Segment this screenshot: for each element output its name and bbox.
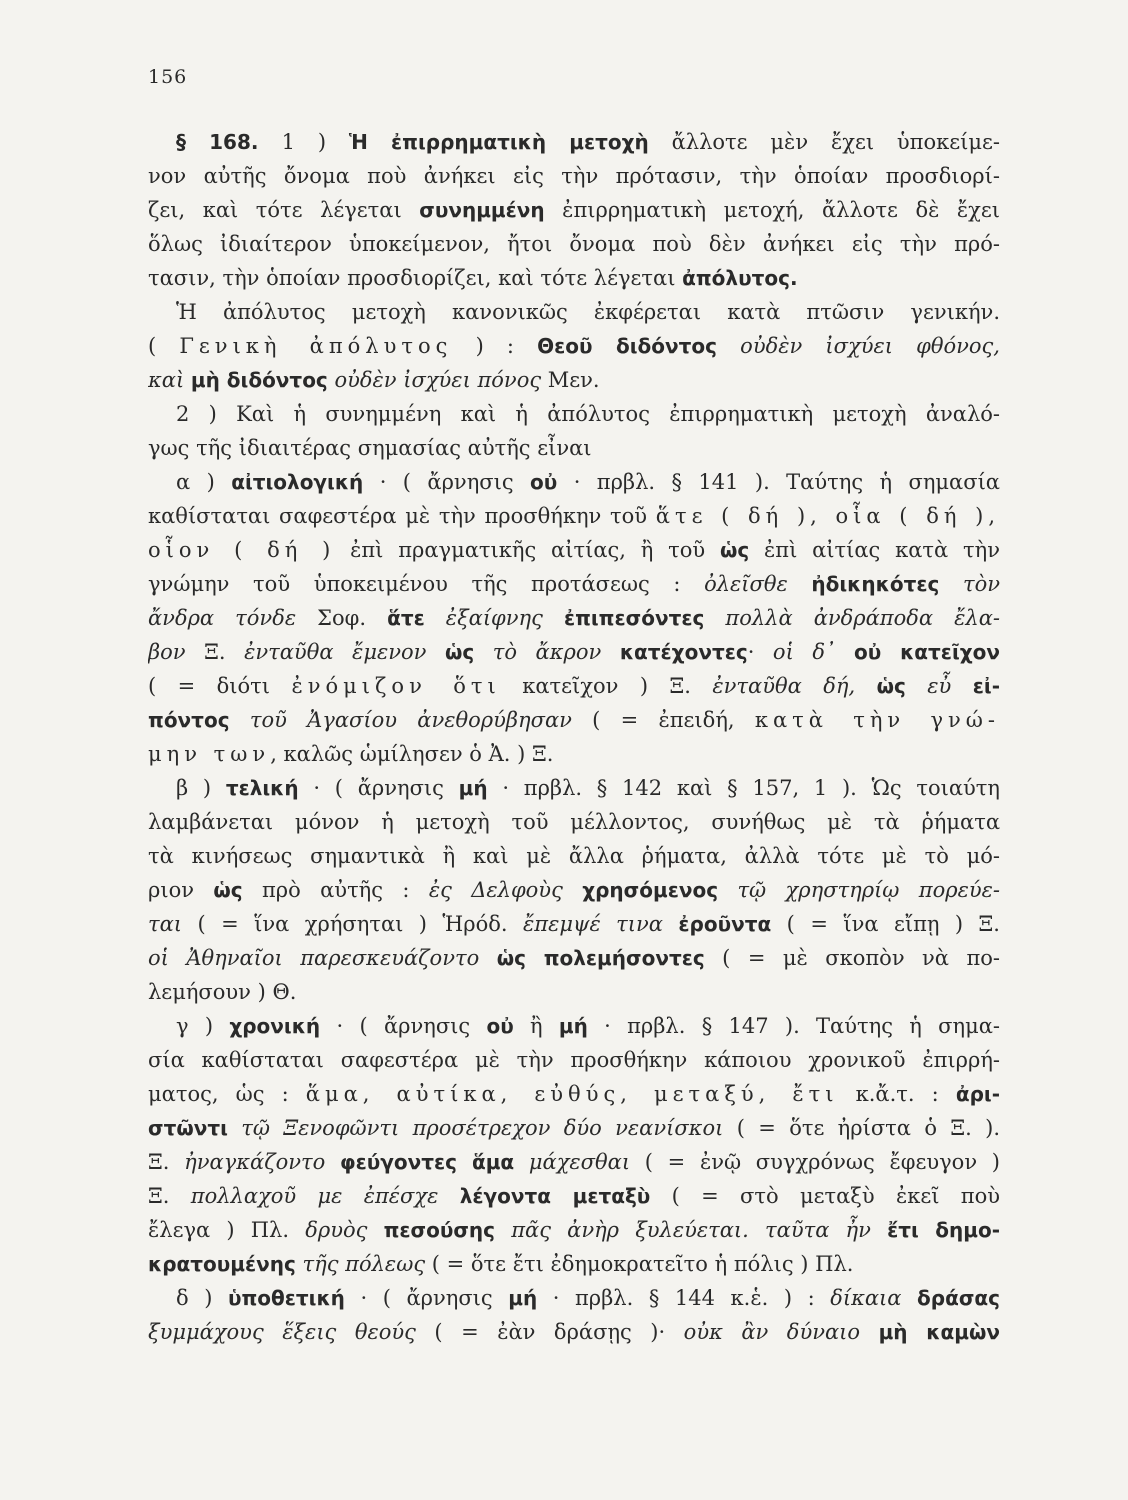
italic-example: πᾶς ἀνὴρ ξυλεύεται. ταῦτα ἦν xyxy=(511,1218,871,1242)
text-run xyxy=(438,1184,459,1208)
text-run: ( = ἵνα εἴπῃ ) Ξ. xyxy=(771,912,1000,936)
text-run: ( = ὅτε ἠρίστα ὁ Ξ. ). xyxy=(723,1116,1000,1140)
text-line xyxy=(148,329,1000,363)
text-run: · πρβλ. § 144 κ.ἑ. ) : xyxy=(537,1286,831,1310)
text-run: ( = ἐνῷ συγχρόνως ἔφευγον ) xyxy=(630,1150,1000,1174)
italic-example: ἐνταῦθα δή, xyxy=(712,674,856,698)
text-run xyxy=(479,946,496,970)
text-run: σία καθίσταται σαφεστέρα μὲ τὴν προσθήκην κάποιου χρονικοῦ ἐπιρρή- xyxy=(148,1048,1000,1072)
bold-term: στῶντι xyxy=(148,1116,228,1140)
text-run xyxy=(426,640,445,664)
text-run xyxy=(835,640,854,664)
text-run: ματος, ὡς : xyxy=(148,1082,306,1106)
text-line xyxy=(148,805,1000,839)
italic-example: τὸ ἄκρον xyxy=(492,640,602,664)
text-line xyxy=(148,567,1000,601)
text-line xyxy=(148,227,1000,261)
bold-term: εἰ- xyxy=(972,674,1000,698)
text-line xyxy=(148,873,1000,907)
spaced-text: ἐνόμιζον ὅτι xyxy=(291,674,501,698)
bold-term: πεσούσης xyxy=(383,1218,496,1242)
text-run xyxy=(367,1218,383,1242)
text-run xyxy=(296,1252,303,1276)
text-line xyxy=(148,1179,1000,1213)
spaced-text: οἷον ( δή ) xyxy=(148,538,336,562)
text-run: · πρβλ. § 147 ). Ταύτης ἡ σημα- xyxy=(587,1014,1000,1038)
text-run: ( = στὸ μεταξὺ ἐκεῖ ποὺ xyxy=(650,1184,1000,1208)
text-run: Ξ. xyxy=(185,640,245,664)
text-run: τὰ κινήσεως σημαντικὰ ἢ καὶ μὲ ἄλλα ῥήματα, ἀλλὰ τότε μὲ τὸ μό- xyxy=(148,844,1000,868)
text-run: ριον xyxy=(148,878,214,902)
bold-term: πόντος xyxy=(148,708,230,732)
italic-example: βον xyxy=(148,640,186,664)
text-run xyxy=(901,1286,917,1310)
text-line xyxy=(148,533,1000,567)
bold-term: ἅτε xyxy=(387,606,425,630)
text-run: ἐπὶ αἰτίας κατὰ τὴν xyxy=(749,538,1000,562)
bold-term: οὐ xyxy=(486,1014,514,1038)
bold-term: μή xyxy=(558,1014,588,1038)
text-run: ) : xyxy=(452,334,538,358)
text-line xyxy=(148,193,1000,227)
text-line xyxy=(148,1213,1000,1247)
bold-term: ὑποθετική xyxy=(227,1286,345,1310)
text-run xyxy=(718,878,737,902)
text-run xyxy=(788,572,812,596)
bold-term: ἀρι- xyxy=(955,1082,1000,1106)
page-number: 156 xyxy=(148,66,188,88)
bold-term: δράσας xyxy=(917,1286,1000,1310)
text-run xyxy=(906,674,927,698)
italic-example: ἐς Δελφοὺς xyxy=(428,878,563,902)
text-line xyxy=(148,1315,1000,1349)
text-run: · xyxy=(747,640,773,664)
text-line xyxy=(148,1281,1000,1315)
text-line xyxy=(148,839,1000,873)
italic-example: οὐδὲν ἰσχύει πόνος xyxy=(334,368,542,392)
text-run: ( = ἵνα χρήσηται ) Ἡρόδ. xyxy=(182,912,524,936)
text-line xyxy=(148,363,1000,397)
bold-term: ὡς xyxy=(719,538,750,562)
text-line xyxy=(148,635,1000,669)
text-run: ( xyxy=(148,334,180,358)
bold-term: μὴ διδόντος xyxy=(190,368,328,392)
text-run xyxy=(860,1320,879,1344)
text-run: ὅλως ἰδιαίτερον ὑποκείμενον, ἤτοι ὄνομα ποὺ δὲν ἀνήκει εἰς τὴν πρό- xyxy=(148,232,1000,256)
text-line xyxy=(148,431,1000,465)
text-run: Ἡ ἀπόλυτος μετοχὴ κανονικῶς ἐκφέρεται κατὰ πτῶσιν γενικήν. xyxy=(176,300,1000,324)
italic-example: δρυὸς xyxy=(305,1218,368,1242)
italic-example: ἄνδρα τόνδε xyxy=(148,606,297,630)
text-run: , καλῶς ὡμίλησεν ὁ Ἀ. ) Ξ. xyxy=(270,742,554,766)
italic-example: ἐξαίφνης xyxy=(445,606,543,630)
text-line xyxy=(148,975,1000,1009)
text-run: πρὸ αὐτῆς : xyxy=(242,878,429,902)
bold-term: ἀπόλυτος. xyxy=(682,266,798,290)
text-run: ἔλεγα ) Πλ. xyxy=(148,1218,306,1242)
italic-example: μάχεσθαι xyxy=(528,1150,631,1174)
text-run xyxy=(951,674,972,698)
italic-example: τὸν xyxy=(962,572,1000,596)
spaced-text: κατὰ τὴν γνώ- xyxy=(754,708,1000,732)
spaced-text: ἅτε ( δή ), οἷα ( δή ), xyxy=(655,504,1000,528)
bold-term: συνημμένη xyxy=(419,198,545,222)
bold-term: Θεοῦ διδόντος xyxy=(537,334,717,358)
bold-term: αἰτιολογική xyxy=(231,470,364,494)
text-run: ἢ xyxy=(513,1014,559,1038)
bold-term: λέγοντα μεταξὺ xyxy=(459,1184,651,1208)
italic-example: οὐκ ἂν δύναιο xyxy=(683,1320,861,1344)
text-line xyxy=(148,669,1000,703)
text-run: ( = ὅτε ἔτι ἐδημοκρατεῖτο ἡ πόλις ) Πλ. xyxy=(425,1252,854,1276)
text-run xyxy=(425,606,446,630)
text-run: λεμήσουν ) Θ. xyxy=(148,980,297,1004)
text-run xyxy=(325,1150,340,1174)
text-run xyxy=(939,572,963,596)
text-run: νον αὐτῆς ὄνομα ποὺ ἀνήκει εἰς τὴν πρότασιν, τὴν ὁποίαν προσδιορί- xyxy=(148,164,1000,188)
text-run: ἄλλοτε μὲν ἔχει ὑποκείμε- xyxy=(648,130,1000,154)
text-run: κατεῖχον ) Ξ. xyxy=(500,674,713,698)
bold-term: κατέχοντες xyxy=(619,640,748,664)
text-run: ( = διότι xyxy=(148,674,292,698)
text-line xyxy=(148,465,1000,499)
text-run: ζει, καὶ τότε λέγεται xyxy=(148,198,420,222)
text-run: Ξ. xyxy=(148,1150,185,1174)
italic-example: πολλὰ ἀνδράποδα ἔλα- xyxy=(725,606,1000,630)
text-run: · ( ἄρνησις xyxy=(363,470,531,494)
italic-example: δίκαια xyxy=(830,1286,902,1310)
text-run: ( = ἐὰν δράσῃς )· xyxy=(415,1320,684,1344)
text-run xyxy=(855,674,876,698)
text-run: τασιν, τὴν ὁποίαν προσδιορίζει, καὶ τότε λέγεται xyxy=(148,266,683,290)
text-run: ἐπὶ πραγματικῆς αἰτίας, ἢ τοῦ xyxy=(335,538,720,562)
body-text xyxy=(148,125,1000,1349)
italic-example: οἱ Ἀθηναῖοι παρεσκευάζοντο xyxy=(148,946,480,970)
text-run: β ) xyxy=(176,776,226,800)
text-run: λαμβάνεται μόνον ἡ μετοχὴ τοῦ μέλλοντος, συνήθως μὲ τὰ ῥήματα xyxy=(148,810,1000,834)
text-run: κ.ἄ.τ. : xyxy=(838,1082,956,1106)
bold-term: ὡς xyxy=(876,674,906,698)
italic-example: οἱ δ᾽ xyxy=(772,640,836,664)
text-line xyxy=(148,125,1000,159)
spaced-text: ἅμα, αὐτίκα, εὐθύς, μεταξύ, ἔτι xyxy=(305,1082,839,1106)
italic-example: ἠναγκάζοντο xyxy=(184,1150,326,1174)
bold-term: ὡς xyxy=(444,640,475,664)
italic-example: τοῦ Ἀγασίου ἀνεθορύβησαν xyxy=(249,708,572,732)
bold-term: ἔτι δημο- xyxy=(887,1218,1000,1242)
text-run: Ξ. xyxy=(148,1184,191,1208)
text-run: 2 ) Καὶ ἡ συνημμένη καὶ ἡ ἀπόλυτος ἐπιρρηματικὴ μετοχὴ ἀναλό- xyxy=(176,402,1000,426)
text-run: ( = ἐπειδή, xyxy=(571,708,755,732)
bold-term: § 168. xyxy=(176,130,282,154)
text-run xyxy=(514,1150,529,1174)
spaced-text: Γενικὴ ἀπόλυτος xyxy=(179,334,453,358)
italic-example: ἐνταῦθα ἔμενον xyxy=(244,640,427,664)
italic-example: ται xyxy=(148,912,183,936)
text-run xyxy=(543,606,564,630)
text-line xyxy=(148,1043,1000,1077)
text-run xyxy=(704,606,725,630)
italic-example: ὀλεῖσθε xyxy=(704,572,788,596)
text-line xyxy=(148,941,1000,975)
text-run xyxy=(717,334,740,358)
text-line xyxy=(148,397,1000,431)
text-line xyxy=(148,771,1000,805)
text-run: · πρβλ. § 142 καὶ § 157, 1 ). Ὡς τοιαύτη xyxy=(487,776,1000,800)
text-run: ( = μὲ σκοπὸν νὰ πο- xyxy=(704,946,1000,970)
text-line xyxy=(148,1111,1000,1145)
bold-term: ὡς πολεμήσοντες xyxy=(496,946,705,970)
italic-example: τῷ Ξενοφῶντι προσέτρεχον δύο νεανίσκοι xyxy=(241,1116,724,1140)
text-run xyxy=(663,912,678,936)
spaced-text: μην των xyxy=(148,742,271,766)
text-line xyxy=(148,907,1000,941)
text-line xyxy=(148,261,1000,295)
italic-example: τῷ χρηστηρίῳ πορεύε- xyxy=(737,878,1000,902)
text-line xyxy=(148,295,1000,329)
bold-term: φεύγοντες ἅμα xyxy=(339,1150,515,1174)
text-run xyxy=(230,708,250,732)
text-line xyxy=(148,1145,1000,1179)
text-run xyxy=(474,640,493,664)
text-line xyxy=(148,737,1000,771)
text-run: Σοφ. xyxy=(296,606,388,630)
text-run xyxy=(601,640,620,664)
text-run: α ) xyxy=(176,470,232,494)
text-line xyxy=(148,1009,1000,1043)
bold-term: ὡς xyxy=(213,878,243,902)
italic-example: ξυμμάχους ἕξεις θεούς xyxy=(148,1320,416,1344)
text-run xyxy=(495,1218,511,1242)
text-run: · πρβλ. § 141 ). Ταύτης ἡ σημασία xyxy=(557,470,1000,494)
bold-term: Ἡ ἐπιρρηματικὴ μετοχὴ xyxy=(348,130,649,154)
text-run: γ ) xyxy=(176,1014,230,1038)
text-run: Μεν. xyxy=(541,368,600,392)
text-run xyxy=(871,1218,887,1242)
italic-example: τῆς πόλεως xyxy=(302,1252,426,1276)
text-line xyxy=(148,1247,1000,1281)
text-line xyxy=(148,159,1000,193)
bold-term: μὴ καμὼν xyxy=(878,1320,1000,1344)
text-run: ἐπιρρηματικὴ μετοχή, ἄλλοτε δὲ ἔχει xyxy=(544,198,1000,222)
text-run xyxy=(563,878,582,902)
text-run: δ ) xyxy=(176,1286,228,1310)
text-run: · ( ἄρνησις xyxy=(298,776,459,800)
italic-example: εὖ xyxy=(927,674,952,698)
text-line xyxy=(148,499,1000,533)
bold-term: ἐπιπεσόντες xyxy=(563,606,705,630)
text-run: · ( ἄρνησις xyxy=(344,1286,509,1310)
bold-term: ἠδικηκότες xyxy=(811,572,940,596)
text-run xyxy=(228,1116,241,1140)
italic-example: οὐδὲν ἰσχύει φθόνος, xyxy=(740,334,1000,358)
text-line xyxy=(148,601,1000,635)
text-run: · ( ἄρνησις xyxy=(320,1014,487,1038)
bold-term: χρονική xyxy=(229,1014,321,1038)
bold-term: τελική xyxy=(225,776,299,800)
text-run: γως τῆς ἰδιαιτέρας σημασίας αὐτῆς εἶναι xyxy=(148,436,592,460)
text-line xyxy=(148,703,1000,737)
text-run: 1 ) xyxy=(281,130,349,154)
italic-example: πολλαχοῦ με ἐπέσχε xyxy=(190,1184,439,1208)
bold-term: οὐ xyxy=(530,470,558,494)
bold-term: ἐροῦντα xyxy=(678,912,772,936)
bold-term: χρησόμενος xyxy=(582,878,719,902)
bold-term: κρατουμένης xyxy=(148,1252,296,1276)
text-run: γνώμην τοῦ ὑποκειμένου τῆς προτάσεως : xyxy=(148,572,705,596)
bold-term: οὐ κατεῖχον xyxy=(854,640,1000,664)
italic-example: καὶ xyxy=(148,368,191,392)
text-line xyxy=(148,1077,1000,1111)
text-run: καθίσταται σαφεστέρα μὲ τὴν προσθήκην τοῦ xyxy=(148,504,656,528)
italic-example: ἔπεμψέ τινα xyxy=(523,912,663,936)
bold-term: μή xyxy=(508,1286,538,1310)
bold-term: μή xyxy=(458,776,488,800)
